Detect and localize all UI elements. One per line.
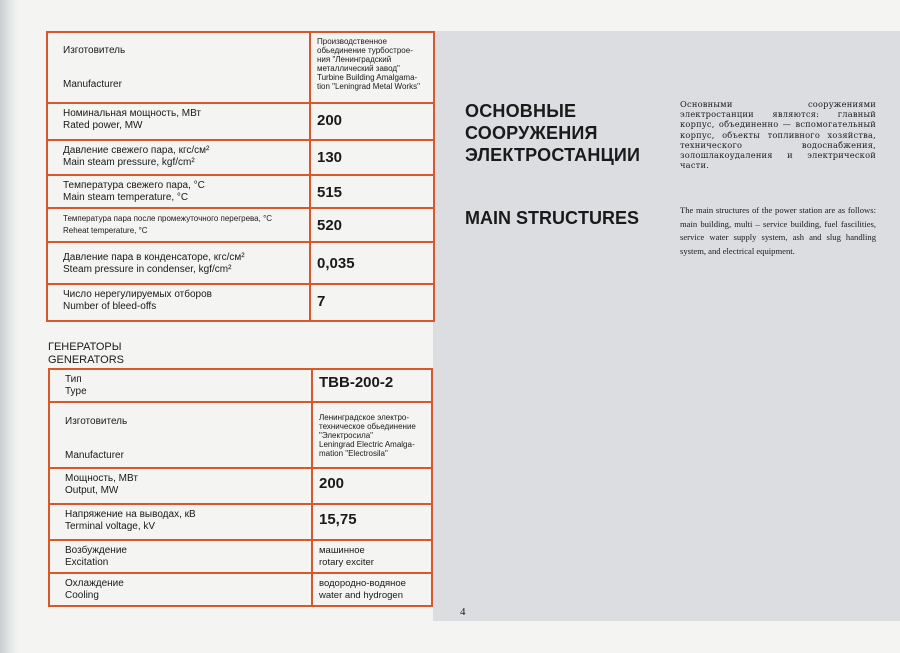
value-line: Turbine Building Amalgama-: [317, 73, 418, 82]
label-ru: Напряжение на выводах, кВ: [65, 509, 196, 520]
label-ru: Давление свежего пара, кгс/см²: [63, 145, 210, 156]
table-row: [49, 573, 432, 606]
label-en: Steam pressure in condenser, kgf/cm²: [63, 264, 232, 275]
label-ru: Температура пара после промежуточного перегрева, °C: [63, 214, 273, 223]
label-ru: Номинальная мощность, МВт: [63, 108, 201, 119]
value-ru: машинное: [319, 545, 365, 556]
section-title-en: MAIN STRUCTURES: [465, 208, 639, 228]
label-ru: Изготовитель: [65, 416, 128, 427]
title-line: СООРУЖЕНИЯ: [465, 123, 598, 143]
value-line: ния "Ленинградский: [317, 55, 392, 64]
title-line: ОСНОВНЫЕ: [465, 101, 577, 121]
table-row: [47, 140, 434, 175]
page-number: 4: [460, 606, 466, 618]
value: 0,035: [317, 255, 355, 272]
value-line: "Электросила": [319, 431, 374, 440]
table-row: [47, 284, 434, 321]
value: 200: [317, 112, 343, 129]
label-en: Number of bleed-offs: [63, 301, 157, 312]
generators-spec-table: [48, 368, 433, 607]
table-row: [49, 504, 432, 540]
label-ru: Температура свежего пара, °C: [63, 180, 205, 191]
value: 520: [317, 217, 343, 234]
value-line: техническое обьединение: [319, 422, 416, 431]
table-row: [49, 468, 432, 504]
table-row: [47, 175, 434, 208]
value-en: water and hydrogen: [319, 590, 403, 601]
table-row: [47, 103, 434, 140]
page-binding-edge: [0, 0, 18, 653]
value-line: обьединение турбострое-: [317, 46, 413, 55]
value: 7: [317, 293, 326, 310]
row-label: [47, 32, 310, 103]
label-ru: Мощность, МВт: [65, 473, 138, 484]
label-en: Rated power, MW: [63, 120, 143, 131]
label-en: Manufacturer: [65, 450, 124, 461]
table-row: [47, 32, 434, 103]
value-line: Ленинградское электро-: [319, 413, 410, 422]
generators-heading-ru: ГЕНЕРАТОРЫ: [48, 341, 122, 353]
table-row: [49, 402, 432, 468]
turbine-spec-table: [46, 31, 435, 322]
label-en: Main steam temperature, °C: [63, 192, 189, 203]
value: 15,75: [319, 511, 357, 528]
value-ru: водородно-водяное: [319, 578, 406, 589]
label-en: Type: [65, 386, 87, 397]
body-text-ru: Основными сооружениями электростанции являются: главный корпус, объединенно — вспомогательный корпус, объекты топливного хозяйства, технического водоснабжения, золошлакоудаления и электрической части.: [680, 99, 876, 171]
label-en: Manufacturer: [63, 79, 122, 90]
value-en: rotary exciter: [319, 557, 374, 568]
label-ru: Охлаждение: [65, 578, 124, 589]
table-row: [47, 208, 434, 242]
table-row: [47, 242, 434, 284]
value: 200: [319, 475, 345, 492]
generators-heading-en: GENERATORS: [48, 354, 124, 366]
label-ru: Возбуждение: [65, 545, 127, 556]
value: 130: [317, 149, 343, 166]
label-ru: Изготовитель: [63, 45, 126, 56]
value-line: Производственное: [317, 37, 387, 46]
value-line: tion "Leningrad Metal Works": [317, 82, 420, 91]
table-row: [49, 369, 432, 402]
label-ru: Тип: [65, 374, 82, 385]
label-ru: Давление пара в конденсаторе, кгс/см²: [63, 252, 245, 263]
value-line: Leningrad Electric Amalga-: [319, 440, 415, 449]
title-line: ЭЛЕКТРОСТАНЦИИ: [465, 145, 641, 165]
value-line: mation "Electrosila": [319, 449, 388, 458]
value: 515: [317, 184, 343, 201]
label-en: Cooling: [65, 590, 99, 601]
label-en: Main steam pressure, kgf/cm²: [63, 157, 195, 168]
generators-heading: [48, 341, 124, 367]
row-value: [310, 32, 434, 103]
label-ru: Число нерегулируемых отборов: [63, 289, 212, 300]
table-row: [49, 540, 432, 573]
body-text-en: The main structures of the power station are as follows: main building, multi – service building, fuel fascilities, service water supply system, ash and slug handling system, and electrical equipment.: [680, 205, 876, 256]
value: ТВВ-200-2: [319, 374, 394, 391]
label-en: Terminal voltage, kV: [65, 521, 156, 532]
label-en: Excitation: [65, 557, 109, 568]
section-title-ru: [465, 100, 640, 166]
label-en: Output, MW: [65, 485, 119, 496]
label-en: Reheat temperature, °C: [63, 226, 148, 235]
value-line: металлический завод": [317, 64, 400, 73]
